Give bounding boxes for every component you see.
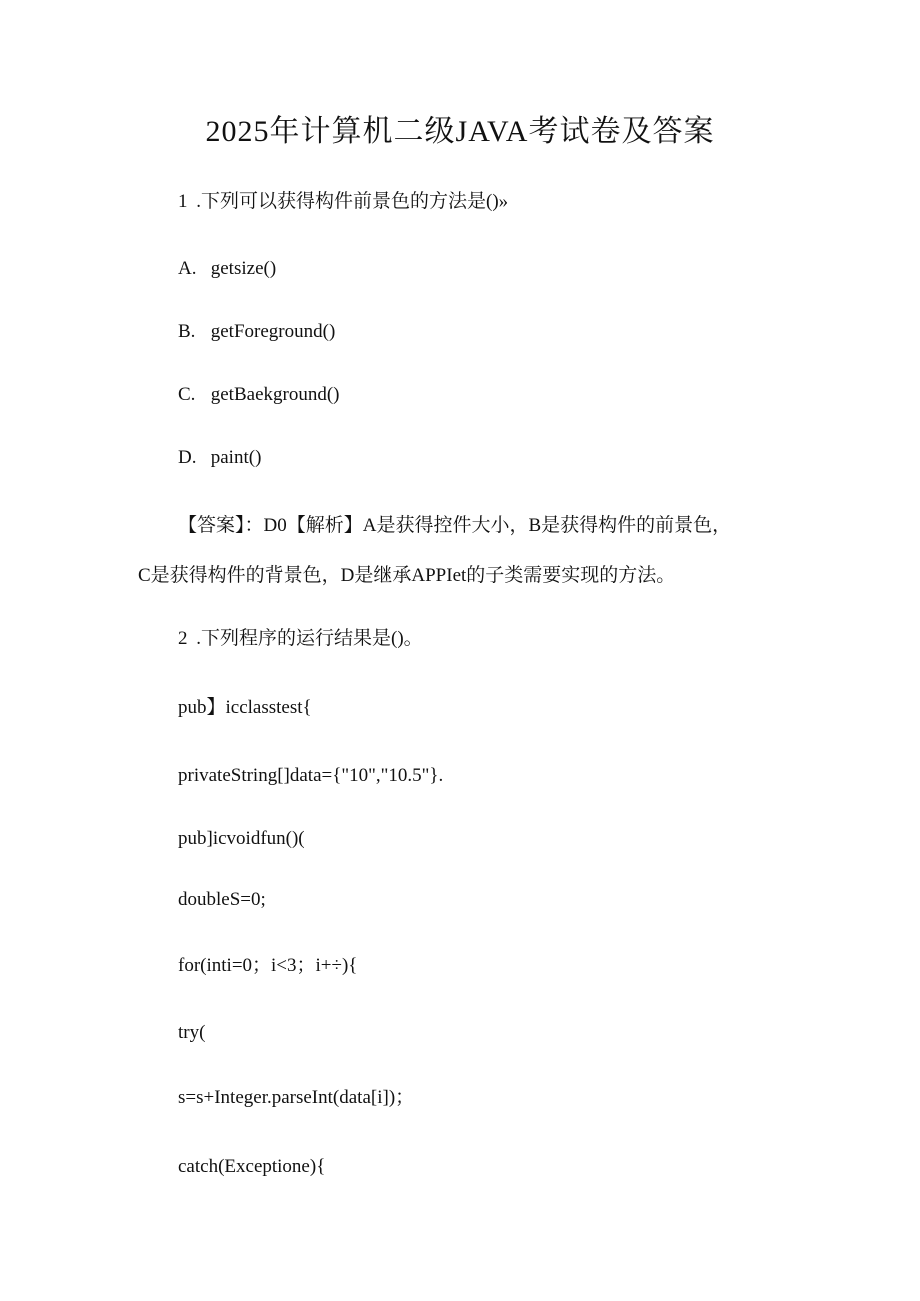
code-line: pub】icclasstest{ <box>178 697 312 718</box>
code-line: privateString[]data={"10","10.5"}. <box>178 765 444 786</box>
answer-line-2: C是获得构件的背景色，D是继承APPIet的子类需要实现的方法。 <box>138 565 676 586</box>
document-title: 2025年计算机二级JAVA考试卷及答案 <box>205 115 715 148</box>
answer-line-1: 【答案】：D0【解析】A是获得控件大小，B是获得构件的前景色， <box>178 515 732 536</box>
code-line: doubleS=0; <box>178 889 266 910</box>
question-1 <box>178 189 508 215</box>
option-d-text: paint() <box>210 447 262 468</box>
option-b <box>178 319 335 345</box>
option-a-text: getsize() <box>210 258 277 279</box>
option-b-letter: B. <box>178 321 196 342</box>
question-1-number: 1 <box>178 191 188 212</box>
option-d-letter: D. <box>178 447 197 468</box>
code-line: pub]icvoidfun()( <box>178 828 305 849</box>
option-a <box>178 256 276 282</box>
option-b-text: getForeground() <box>210 321 336 342</box>
option-a-letter: A. <box>178 258 197 279</box>
code-line: s=s+Integer.parseInt(data[i])； <box>178 1087 415 1108</box>
question-1-text: .下列可以获得构件前景色的方法是()» <box>196 191 509 212</box>
code-line: try( <box>178 1022 206 1043</box>
code-line: for(inti=0；i<3；i+÷){ <box>178 955 358 976</box>
code-line: catch(Exceptione){ <box>178 1156 326 1177</box>
option-d <box>178 445 261 471</box>
question-2-number: 2 <box>178 628 188 649</box>
option-c-text: getBaekground() <box>210 384 340 405</box>
question-2-text: .下列程序的运行结果是()。 <box>196 628 423 649</box>
option-c-letter: C. <box>178 384 196 405</box>
question-2 <box>178 626 423 652</box>
option-c <box>178 382 339 408</box>
